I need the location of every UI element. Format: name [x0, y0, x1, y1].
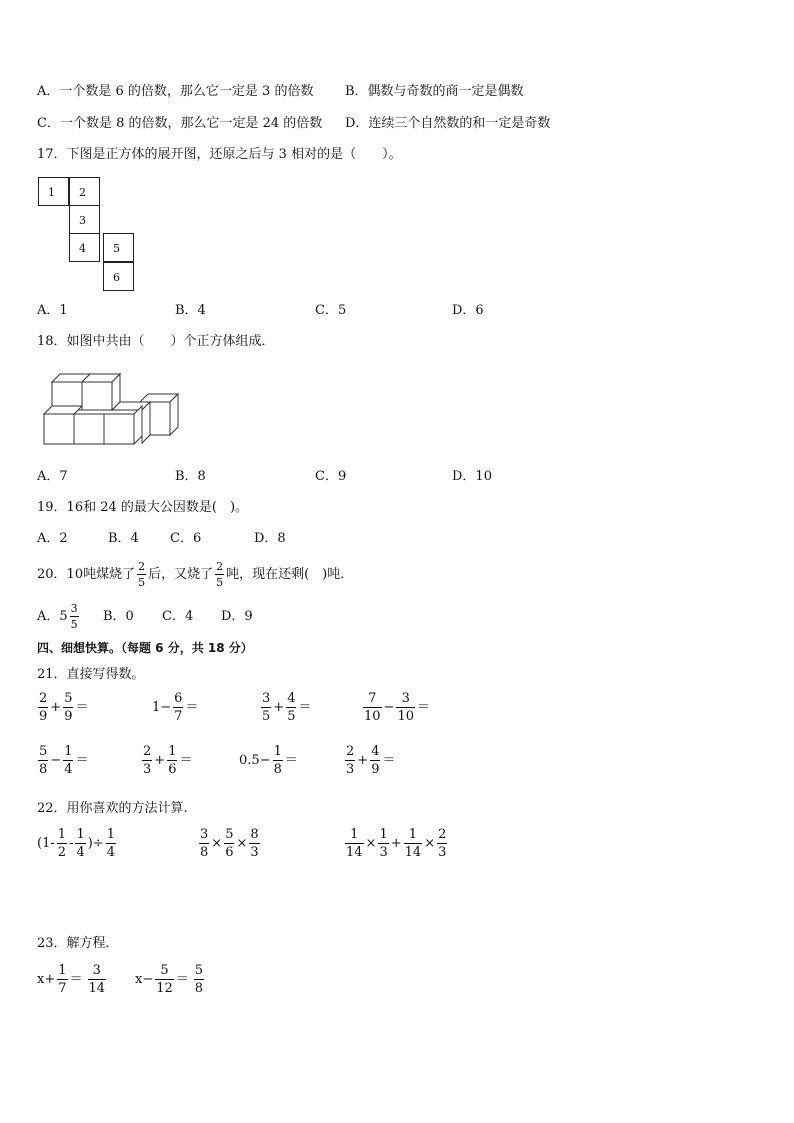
q21-expr-6: $\frac{2}{3}$ + $\frac{1}{6}$ ＝ — [143, 744, 193, 777]
q23-equation-1: x+ $\frac{1}{7}$ ＝ $\frac{3}{14}$ — [37, 963, 106, 996]
net-face-6: 6 — [103, 262, 134, 291]
q18-option-a: A．7 — [37, 469, 68, 484]
q17-option-b: B．4 — [175, 303, 206, 318]
q16-option-a: A．一个数是 6 的倍数，那么它一定是 3 的倍数 — [37, 84, 314, 99]
q20-option-d: D．9 — [221, 609, 253, 624]
q20-text-1: 20．10吨煤烧了 — [37, 567, 136, 582]
q20-option-b: B．0 — [103, 609, 134, 624]
q18-option-b: B．8 — [175, 469, 206, 484]
net-face-2: 2 — [69, 177, 100, 206]
q20-option-a-fraction: $\frac{3}{5}$ — [70, 602, 78, 631]
q21-expr-3: $\frac{3}{5}$ + $\frac{4}{5}$ ＝ — [262, 691, 312, 724]
q18-stem: 18．如图中共由（ ）个正方体组成． — [37, 334, 275, 349]
net-face-1: 1 — [38, 177, 69, 206]
q16-option-d: D．连续三个自然数的和一定是奇数 — [345, 116, 551, 131]
net-face-5: 5 — [103, 233, 134, 262]
q17-option-d: D．6 — [452, 303, 484, 318]
q20-option-a: A．5 $\frac{3}{5}$ — [37, 602, 78, 631]
stacked-cubes-figure — [40, 372, 182, 448]
net-face-4: 4 — [69, 233, 100, 262]
q17-option-c: C．5 — [315, 303, 347, 318]
q17-stem: 17．下图是正方体的展开图，还原之后与 3 相对的是（ ）。 — [37, 147, 402, 162]
q22-calc-3: $\frac{1}{14}$ × $\frac{1}{3}$ + $\frac{1}{14}$ × $\frac{2}{3}$ — [346, 827, 447, 860]
q16-option-c: C．一个数是 8 的倍数，那么它一定是 24 的倍数 — [37, 116, 323, 131]
q17-option-a: A．1 — [37, 303, 68, 318]
q18-option-d: D．10 — [452, 469, 492, 484]
q23-stem: 23．解方程． — [37, 936, 119, 951]
q21-expr-1: $\frac{2}{9}$ + $\frac{5}{9}$ ＝ — [39, 691, 89, 724]
q16-option-b: B．偶数与奇数的商一定是偶数 — [345, 84, 524, 99]
q19-option-a: A．2 — [37, 531, 68, 546]
q21-expr-5: $\frac{5}{8}$ − $\frac{1}{4}$ ＝ — [39, 744, 89, 777]
q21-expr-7: 0.5− $\frac{1}{8}$ ＝ — [239, 744, 298, 777]
q20-fraction-1: $\frac{2}{5}$ — [138, 560, 146, 589]
q19-option-d: D．8 — [254, 531, 286, 546]
q20-fraction-2: $\frac{2}{5}$ — [216, 560, 224, 589]
q20-text-3: 吨，现在还剩( )吨． — [226, 567, 354, 582]
q23-equation-2: x− $\frac{5}{12}$ ＝ $\frac{5}{8}$ — [135, 963, 204, 996]
q20-text-2: 后，又烧了 — [148, 567, 214, 582]
q18-option-c: C．9 — [315, 469, 347, 484]
q19-option-b: B．4 — [108, 531, 139, 546]
q21-expr-8: $\frac{2}{3}$ + $\frac{4}{9}$ ＝ — [346, 744, 396, 777]
q21-expr-2: 1− $\frac{6}{7}$ ＝ — [152, 691, 199, 724]
q19-option-c: C．6 — [170, 531, 202, 546]
q22-calc-2: $\frac{3}{8}$ × $\frac{5}{6}$ × $\frac{8}{3}$ — [200, 827, 259, 860]
net-face-3: 3 — [69, 205, 100, 234]
q20-stem — [37, 561, 353, 588]
q22-stem: 22．用你喜欢的方法计算. — [37, 801, 188, 816]
q21-expr-4: $\frac{7}{10}$ − $\frac{3}{10}$ ＝ — [364, 691, 431, 724]
q22-calc-1: (1- $\frac{1}{2}$ - $\frac{1}{4}$ )÷ $\frac{1}{4}$ — [37, 827, 115, 860]
section-4-title: 四、细想快算。（每题 6 分，共 18 分） — [37, 641, 253, 655]
q19-stem: 19．16和 24 的最大公因数是( )。 — [37, 500, 249, 515]
q21-stem: 21．直接写得数。 — [37, 667, 145, 682]
q20-option-c: C．4 — [162, 609, 194, 624]
